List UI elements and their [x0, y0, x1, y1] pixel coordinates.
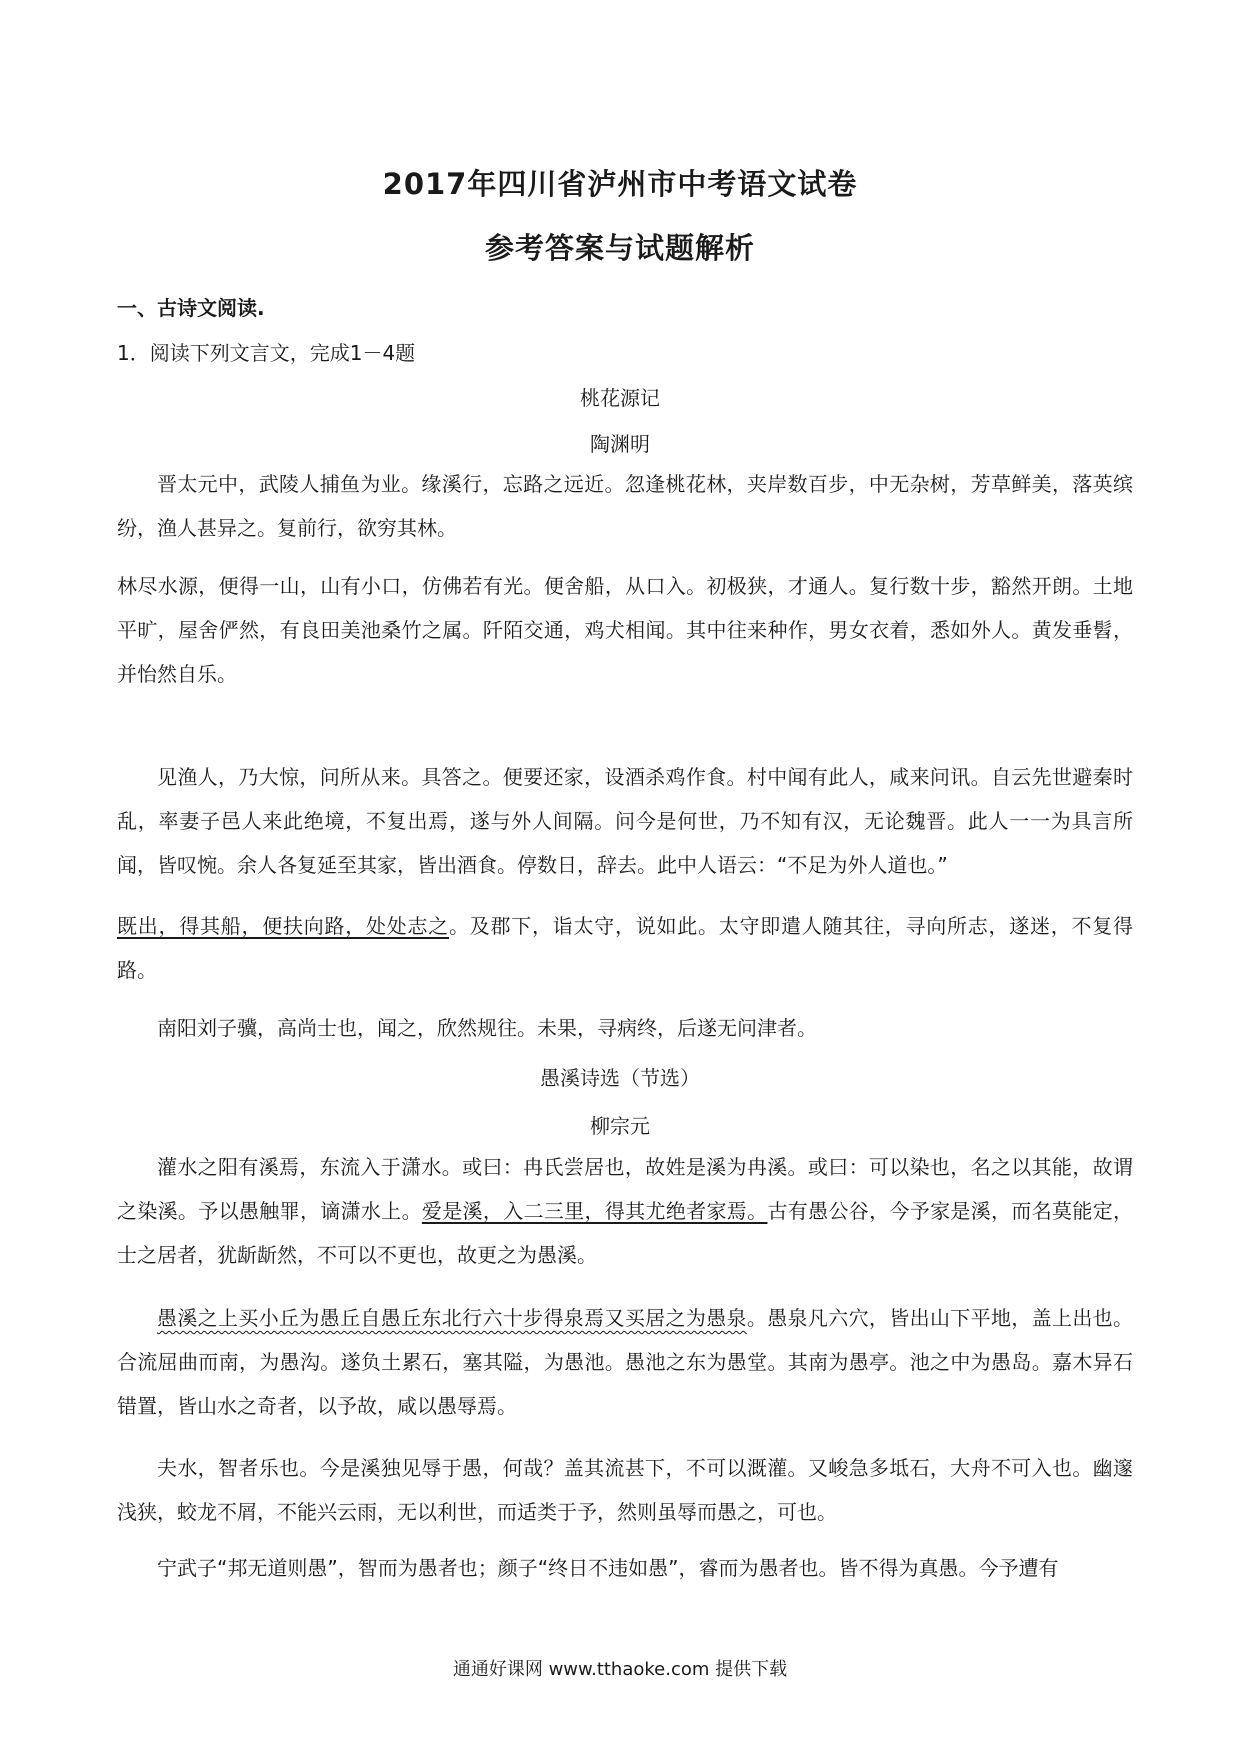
section-heading: 一、古诗文阅读. [117, 296, 265, 320]
passage2-paragraph-1-end: 古有愚公谷，今予家是溪，而名莫能定，士之居者，犹龂龂然，不可以不更也，故更之为愚溪。 [117, 1199, 1134, 1267]
page-subtitle: 参考答案与试题解析 [484, 231, 755, 265]
passage2-author: 柳宗元 [590, 1114, 650, 1138]
wavy-underlined-sentence: 愚溪之上买小丘为愚丘自愚丘东北行六十步得泉焉又买居之为愚泉 [157, 1306, 747, 1330]
passage1-paragraph-4-rest: 。及郡下，诣太守，说如此。太守即遣人随其往，寻向所志，遂迷，不复得路。 [117, 914, 1133, 982]
page-title: 2017年四川省泸州市中考语文试卷 [382, 167, 858, 201]
passage2-paragraph-2 [117, 1296, 1133, 1428]
passage1-title: 桃花源记 [580, 386, 660, 410]
passage2-title: 愚溪诗选（节选） [540, 1066, 700, 1090]
passage1-paragraph-1: 晋太元中，武陵人捕鱼为业。缘溪行，忘路之远近。忽逢桃花林，夹岸数百步，中无杂树，芳草鲜美，落英缤纷，渔人甚异之。复前行，欲穷其林。 [117, 472, 1133, 540]
passage1-paragraph-5: 南阳刘子骥，高尚士也，闻之，欣然规往。未果，寻病终，后遂无问津者。 [157, 1016, 817, 1040]
passage2-paragraph-3: 夫水，智者乐也。今是溪独见辱于愚，何哉？盖其流甚下，不可以溉灌。又峻急多坻石，大舟不可入也。幽邃浅狭，蛟龙不屑，不能兴云雨，无以利世，而适类于予，然则虽辱而愚之，可也。 [117, 1456, 1133, 1524]
passage1-paragraph-2: 林尽水源，便得一山，山有小口，仿佛若有光。便舍船，从口入。初极狭，才通人。复行数十步，豁然开朗。土地平旷，屋舍俨然，有良田美池桑竹之属。阡陌交通，鸡犬相闻。其中往来种作，男女衣着，悉如外人。黄发垂髫，并怡然自乐。 [117, 574, 1133, 686]
question-prompt: 1．阅读下列文言文，完成1－4题 [117, 341, 416, 365]
passage1-author: 陶渊明 [590, 432, 650, 456]
underlined-sentence: 爱是溪，入二三里，得其尤绝者家焉。 [421, 1199, 768, 1223]
passage2-paragraph-4: 宁武子“邦无道则愚”，智而为愚者也；颜子“终日不违如愚”，睿而为愚者也。皆不得为真愚。今予遭有 [157, 1556, 1059, 1580]
passage2-paragraph-1 [117, 1145, 1133, 1277]
passage1-paragraph-4 [117, 904, 1133, 992]
underlined-sentence: 既出，得其船，便扶向路，处处志之 [117, 914, 449, 938]
passage1-paragraph-3: 见渔人，乃大惊，问所从来。具答之。便要还家，设酒杀鸡作食。村中闻有此人，咸来问讯。自云先世避秦时乱，率妻子邑人来此绝境，不复出焉，遂与外人间隔。问今是何世，乃不知有汉，无论魏晋。此人一一为具言所闻，皆叹惋。余人各复延至其家，皆出酒食。停数日，辞去。此中人语云：“不足为外人道也。” [117, 765, 1133, 877]
footer-credit: 通通好课网 www.tthaoke.com 提供下载 [452, 1659, 788, 1680]
passage2-paragraph-2-rest: 。愚泉凡六穴，皆出山下平地，盖上出也。合流屈曲而南，为愚沟。遂负土累石，塞其隘，为愚池。愚池之东为愚堂。其南为愚亭。池之中为愚岛。嘉木异石错置，皆山水之奇者，以予故，咸以愚辱焉。 [117, 1306, 1134, 1418]
passage2-paragraph-1-start: 灌水之阳有溪焉，东流入于潇水。或曰：冉氏尝居也，故姓是溪为冉溪。或曰：可以染也，名之以其能，故谓之染溪。予以愚触罪，谪潇水上。 [117, 1155, 1133, 1223]
